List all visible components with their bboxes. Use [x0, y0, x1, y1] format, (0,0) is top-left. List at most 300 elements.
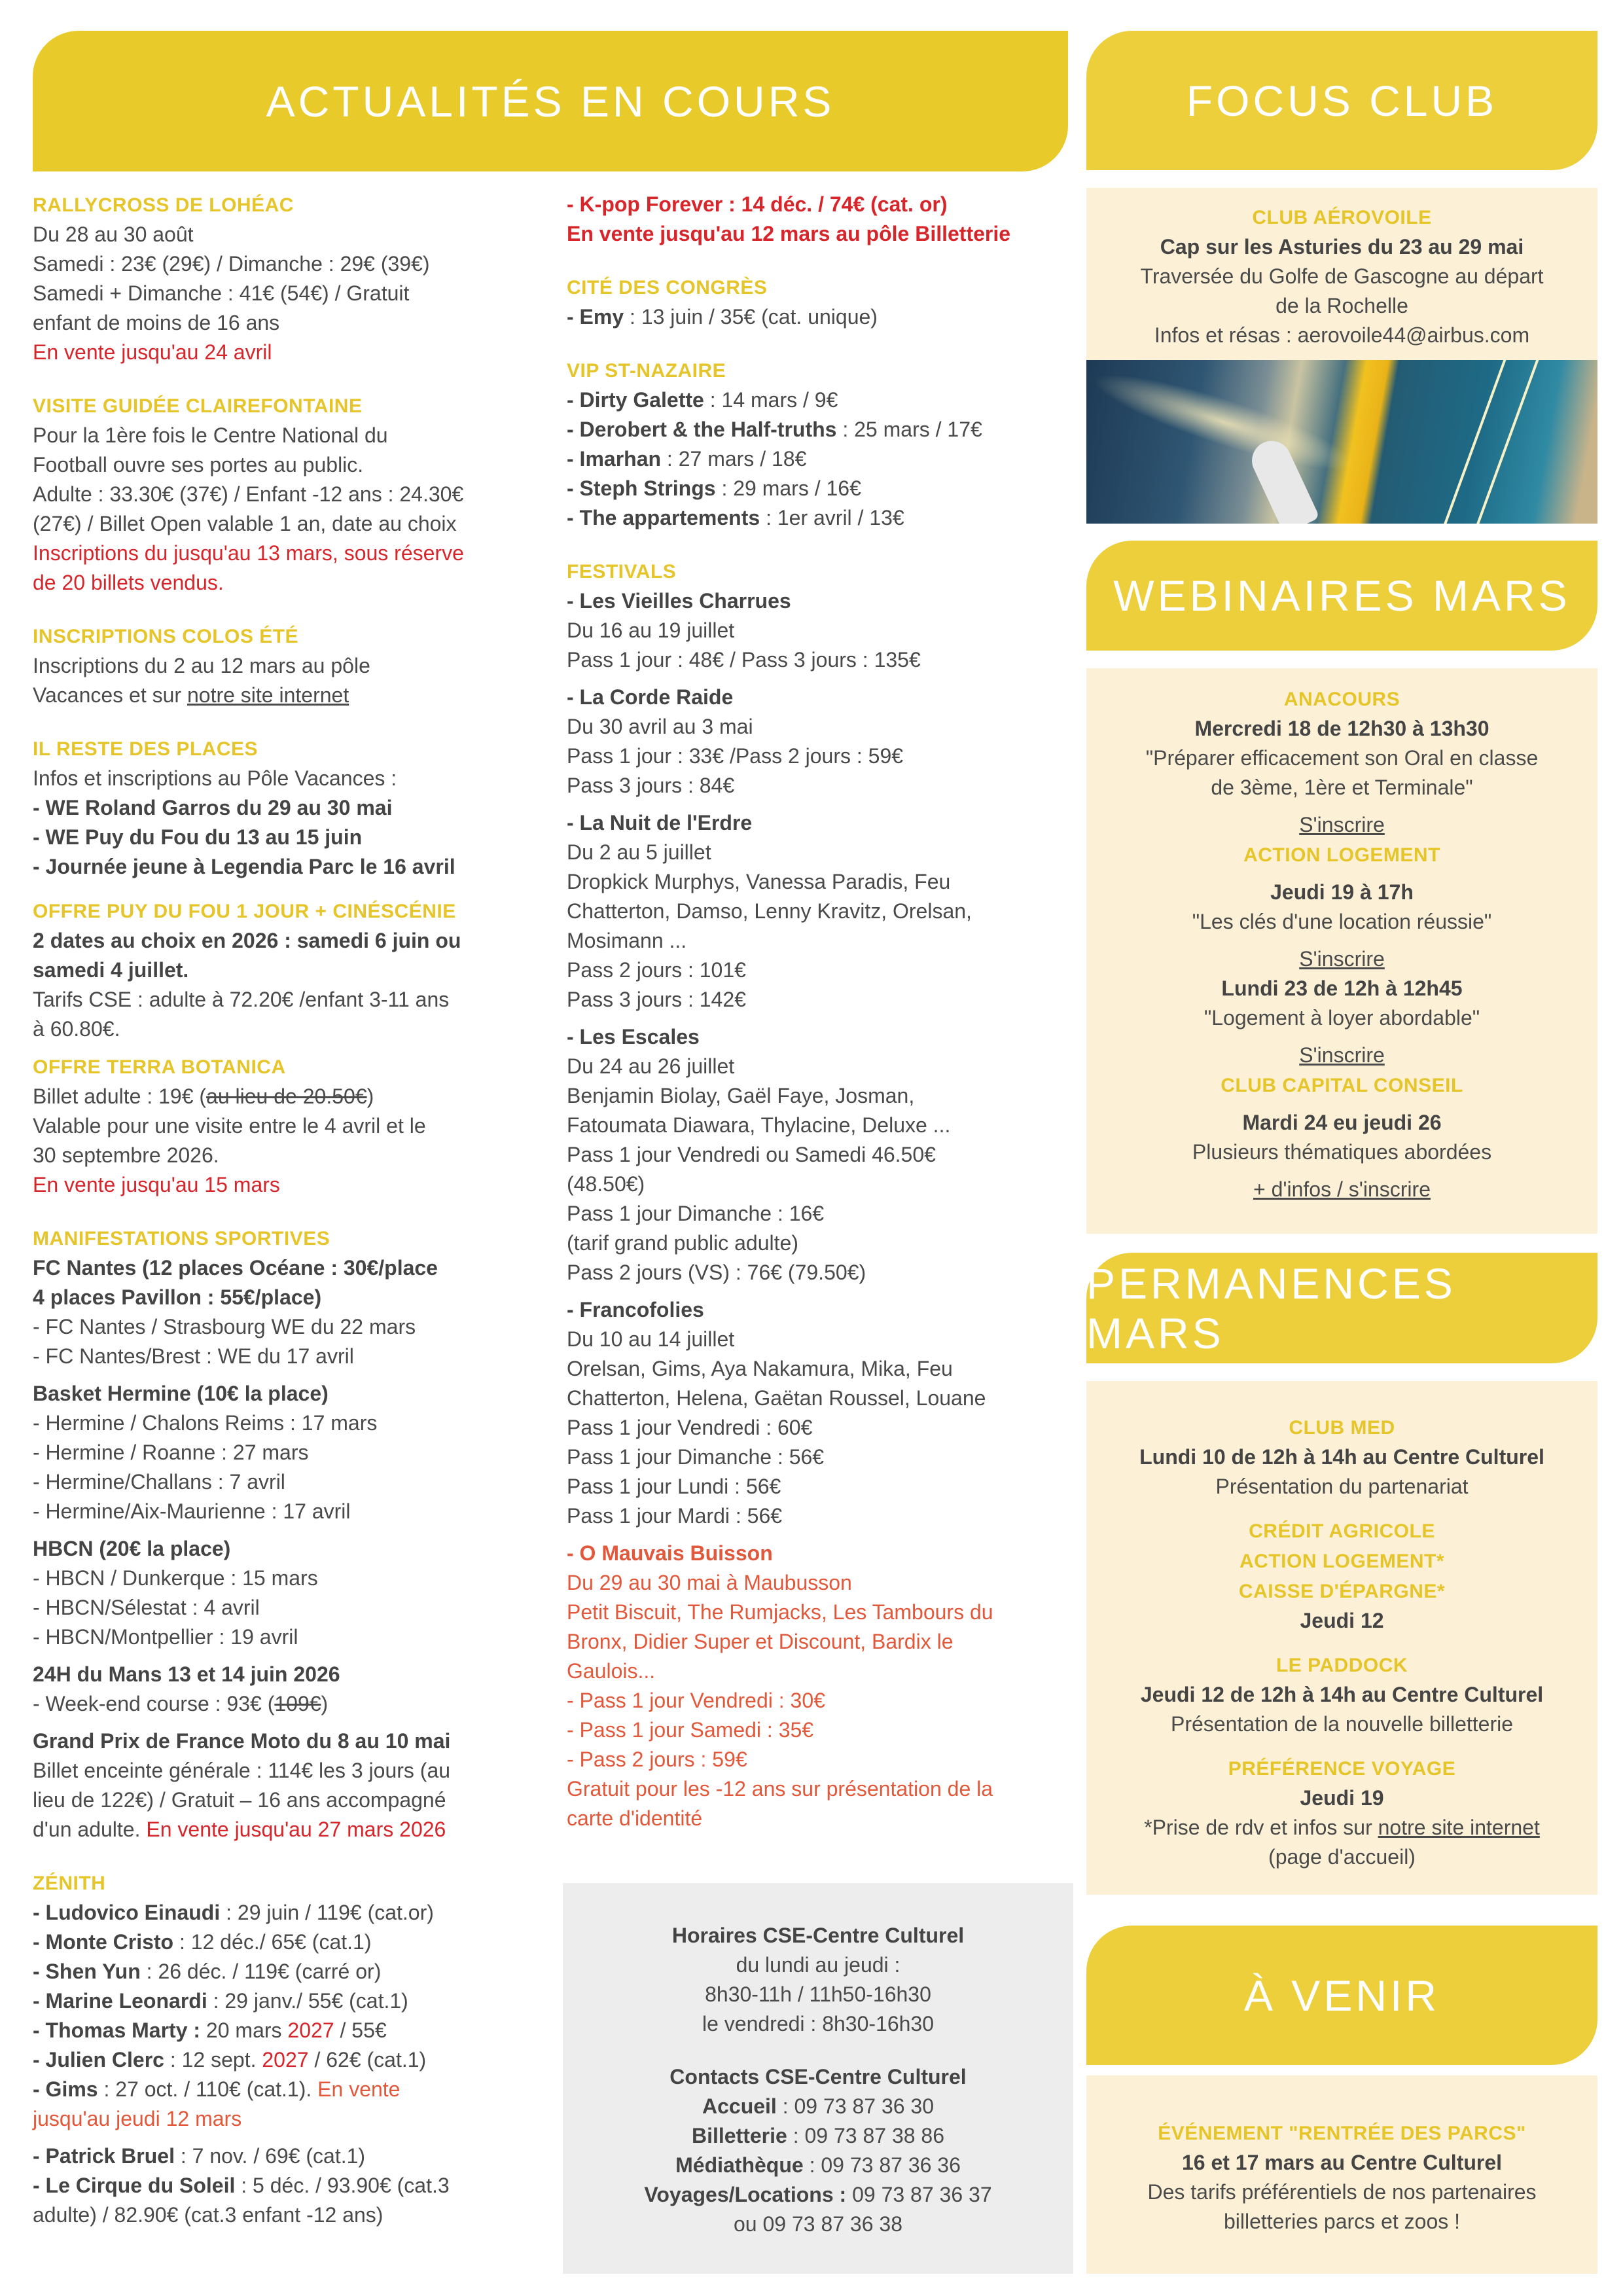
- text-line: [567, 1501, 1071, 1531]
- spacer: [33, 598, 550, 621]
- spacer: [1086, 1739, 1597, 1753]
- text-segment: - Imarhan: [567, 447, 662, 471]
- text-line: [567, 1081, 1071, 1111]
- text-line: [567, 1568, 1071, 1598]
- text-line: [1086, 1108, 1597, 1138]
- heading-text: RALLYCROSS DE LOHÉAC: [33, 194, 294, 216]
- text-line: [33, 2016, 550, 2045]
- text-line: [1086, 878, 1597, 907]
- text-line: [33, 1253, 550, 1283]
- text-segment: Du 16 au 19 juillet: [567, 619, 735, 642]
- text-line: [33, 985, 550, 1014]
- text-line: [567, 616, 1071, 645]
- text-segment: (page d'accueil): [1268, 1845, 1416, 1869]
- text-segment: - HBCN/Montpellier : 19 avril: [33, 1625, 298, 1649]
- text-line: [33, 1689, 550, 1719]
- text-line: [567, 956, 1071, 985]
- text-segment: Pass 1 jour Dimanche : 56€: [567, 1445, 825, 1469]
- text-segment: (48.50€): [567, 1172, 645, 1196]
- text-segment: de la Rochelle: [1275, 294, 1408, 317]
- text-line: [567, 586, 1071, 616]
- text-segment: - Pass 2 jours : 59€: [567, 1748, 747, 1771]
- text-segment: - Les Escales: [567, 1025, 700, 1049]
- text-segment: le vendredi : 8h30-16h30: [702, 2012, 935, 2036]
- header-title: PERMANENCES MARS: [1086, 1259, 1456, 1357]
- spacer: [33, 1200, 550, 1223]
- text-line: [1086, 907, 1597, 937]
- text-line: [33, 1379, 550, 1408]
- a-venir-panel: [1086, 2075, 1597, 2274]
- header-focus-club: [1086, 31, 1597, 170]
- text-segment: Jeudi 19: [1300, 1786, 1384, 1810]
- header-permanences: [1086, 1253, 1597, 1363]
- text-line: [33, 823, 550, 852]
- text-segment: : 7 nov. / 69€ (cat.1): [174, 2144, 366, 2168]
- text-line: [567, 1686, 1071, 1715]
- text-segment: - FC Nantes/Brest : WE du 17 avril: [33, 1344, 354, 1368]
- heading-text: ZÉNITH: [33, 1873, 106, 1894]
- text-line: [33, 956, 550, 985]
- text-segment: En vente: [317, 2077, 401, 2101]
- sailboat-image: [1086, 360, 1597, 524]
- text-segment: : 09 73 87 38 86: [787, 2124, 945, 2147]
- text-segment: Infos et inscriptions au Pôle Vacances :: [33, 766, 397, 790]
- text-segment: Pass 3 jours : 142€: [567, 988, 746, 1011]
- text-line: [1086, 2178, 1597, 2207]
- text-line: [1086, 1003, 1597, 1033]
- text-segment: : 27 mars / 18€: [661, 447, 807, 471]
- link[interactable]: S'inscrire: [1299, 813, 1385, 836]
- text-segment: Lundi 23 de 12h à 12h45: [1221, 977, 1463, 1000]
- section-heading: [33, 1052, 550, 1082]
- heading-text: CRÉDIT AGRICOLE: [1249, 1520, 1435, 1542]
- text-segment: - Hermine/Aix-Maurienne : 17 avril: [33, 1499, 351, 1523]
- text-line: [567, 742, 1071, 771]
- text-segment: Bronx, Didier Super et Discount, Bardix le: [567, 1630, 954, 1653]
- text-segment: Des tarifs préférentiels de nos partenaires: [1147, 2180, 1537, 2204]
- text-line: [567, 645, 1071, 675]
- text-line: [1086, 1041, 1597, 1070]
- text-segment: HBCN (20€ la place): [33, 1537, 231, 1560]
- text-segment: ou 09 73 87 36 38: [733, 2212, 902, 2236]
- text-segment: Benjamin Biolay, Gaël Faye, Josman,: [567, 1084, 915, 1107]
- text-line: [33, 1534, 550, 1564]
- text-line: [563, 1950, 1073, 1980]
- text-segment: Dropkick Murphys, Vanessa Paradis, Feu: [567, 870, 951, 893]
- text-line: [33, 2045, 550, 2075]
- spacer: [567, 1014, 1071, 1022]
- link[interactable]: notre site internet: [1378, 1816, 1540, 1839]
- text-line: [567, 1804, 1071, 1833]
- heading-text: MANIFESTATIONS SPORTIVES: [33, 1228, 330, 1249]
- middle-column: [567, 190, 1071, 1833]
- text-segment: - WE Puy du Fou du 13 au 15 juin: [33, 825, 363, 849]
- text-line: [567, 1627, 1071, 1657]
- text-line: [567, 1229, 1071, 1258]
- text-segment: ): [366, 1085, 374, 1108]
- text-segment: Présentation du partenariat: [1215, 1475, 1469, 1498]
- text-segment: 2027: [287, 2018, 334, 2042]
- link[interactable]: S'inscrire: [1299, 947, 1385, 971]
- text-segment: Jeudi 12: [1300, 1609, 1384, 1632]
- text-line: [567, 771, 1071, 800]
- text-line: [1086, 974, 1597, 1003]
- text-segment: de 3ème, 1ère et Terminale": [1211, 776, 1473, 799]
- text-segment: - La Nuit de l'Erdre: [567, 811, 753, 834]
- section-heading: [1086, 1412, 1597, 1443]
- text-segment: 30 septembre 2026.: [33, 1143, 219, 1167]
- text-segment: - Journée jeune à Legendia Parc le 16 avril: [33, 855, 455, 878]
- text-segment: ): [321, 1692, 329, 1715]
- text-segment: - Monte Cristo: [33, 1930, 174, 1954]
- text-segment: Adulte : 33.30€ (37€) / Enfant -12 ans : 24.30€: [33, 482, 464, 506]
- text-segment: : 13 juin / 35€ (cat. unique): [624, 305, 878, 329]
- contact-box: [563, 1883, 1073, 2274]
- text-segment: : 29 juin / 119€ (cat.or): [220, 1901, 434, 1924]
- text-line: [33, 651, 550, 681]
- text-segment: Chatterton, Helena, Gaëtan Roussel, Louane: [567, 1386, 986, 1410]
- text-segment: Pass 1 jour Lundi : 56€: [567, 1475, 781, 1498]
- text-segment: - WE Roland Garros du 29 au 30 mai: [33, 796, 393, 819]
- text-segment: "Les clés d'une location réussie": [1192, 910, 1492, 933]
- text-line: [1086, 944, 1597, 974]
- text-segment: Petit Biscuit, The Rumjacks, Les Tambours du: [567, 1600, 993, 1624]
- permanences-panel: [1086, 1381, 1597, 1895]
- text-segment: : 5 déc. / 93.90€ (cat.3: [235, 2174, 450, 2197]
- spacer: [1086, 1636, 1597, 1650]
- left-column: [33, 190, 550, 2230]
- text-line: [563, 2092, 1073, 2121]
- spacer: [567, 332, 1071, 355]
- spacer: [563, 2039, 1073, 2062]
- header-actualites: [33, 31, 1068, 171]
- text-line: [1086, 1784, 1597, 1813]
- section-heading: [33, 391, 550, 421]
- text-segment: Mardi 24 eu jeudi 26: [1242, 1111, 1442, 1134]
- text-line: [1086, 1606, 1597, 1636]
- text-segment: - Ludovico Einaudi: [33, 1901, 221, 1924]
- text-line: [1086, 810, 1597, 840]
- text-segment: - Week-end course : 93€ (: [33, 1692, 275, 1715]
- section-heading: [1086, 1650, 1597, 1680]
- text-segment: Orelsan, Gims, Aya Nakamura, Mika, Feu: [567, 1357, 953, 1380]
- link[interactable]: S'inscrire: [1299, 1043, 1385, 1067]
- text-line: [1086, 1680, 1597, 1710]
- text-line: [33, 1141, 550, 1170]
- text-segment: Inscriptions du jusqu'au 13 mars, sous réserve: [33, 541, 464, 565]
- text-line: [33, 852, 550, 882]
- text-line: [567, 1199, 1071, 1229]
- text-line: [33, 1283, 550, 1312]
- text-line: [33, 1438, 550, 1467]
- text-segment: Basket Hermine (10€ la place): [33, 1382, 329, 1405]
- section-heading: [33, 621, 550, 651]
- section-heading: [1086, 202, 1597, 232]
- text-line: [33, 1312, 550, 1342]
- text-segment: Mosimann ...: [567, 929, 687, 952]
- text-segment: - Gims: [33, 2077, 98, 2101]
- text-line: [567, 1472, 1071, 1501]
- spacer: [33, 1719, 550, 1727]
- text-segment: (tarif grand public adulte): [567, 1231, 798, 1255]
- text-line: [1086, 2148, 1597, 2178]
- heading-text: ÉVÉNEMENT "RENTRÉE DES PARCS": [1158, 2123, 1526, 2144]
- header-a-venir: [1086, 1926, 1597, 2065]
- text-segment: Inscriptions du 2 au 12 mars au pôle: [33, 654, 370, 677]
- text-segment: / 62€ (cat.1): [308, 2048, 427, 2072]
- text-segment: Plusieurs thématiques abordées: [1192, 1140, 1492, 1164]
- text-line: [567, 1384, 1071, 1413]
- heading-text: ANACOURS: [1283, 689, 1400, 710]
- spacer: [33, 2134, 550, 2142]
- text-segment: (27€) / Billet Open valable 1 an, date au choix: [33, 512, 457, 535]
- text-segment: carte d'identité: [567, 1806, 703, 1830]
- text-line: [567, 415, 1071, 444]
- heading-text: OFFRE TERRA BOTANICA: [33, 1056, 286, 1078]
- heading-text: INSCRIPTIONS COLOS ÉTÉ: [33, 626, 299, 647]
- text-line: [563, 2062, 1073, 2092]
- text-segment: Du 30 avril au 3 mai: [567, 715, 753, 738]
- header-title: ACTUALITÉS EN COURS: [266, 77, 835, 126]
- text-segment: - Emy: [567, 305, 624, 329]
- text-line: [33, 539, 550, 568]
- text-line: [33, 1408, 550, 1438]
- text-line: [563, 1921, 1073, 1950]
- section-heading: [1086, 1753, 1597, 1784]
- text-segment: Du 29 au 30 mai à Maubusson: [567, 1571, 852, 1594]
- text-line: [567, 1170, 1071, 1199]
- text-line: [1086, 291, 1597, 321]
- text-segment: *Prise de rdv et infos sur: [1144, 1816, 1378, 1839]
- text-segment: Pass 3 jours : 84€: [567, 774, 735, 797]
- text-line: [1086, 232, 1597, 262]
- section-heading: [1086, 1546, 1597, 1576]
- spacer: [567, 1287, 1071, 1295]
- text-line: [33, 1785, 550, 1815]
- text-segment: Du 24 au 26 juillet: [567, 1054, 735, 1078]
- text-line: [567, 1111, 1071, 1140]
- text-segment: Billet adulte : 19€ (: [33, 1085, 207, 1108]
- text-segment: Pass 2 jours (VS) : 76€ (79.50€): [567, 1261, 866, 1284]
- text-line: [33, 568, 550, 598]
- text-segment: samedi 4 juillet.: [33, 958, 189, 982]
- text-line: [567, 683, 1071, 712]
- text-line: [567, 1354, 1071, 1384]
- heading-text: OFFRE PUY DU FOU 1 JOUR + CINÉSCÉNIE: [33, 901, 456, 922]
- heading-text: VIP ST-NAZAIRE: [567, 360, 726, 382]
- spacer: [1086, 802, 1597, 810]
- text-segment: - Hermine / Chalons Reims : 17 mars: [33, 1411, 378, 1435]
- text-line: [563, 2210, 1073, 2239]
- text-segment: - Thomas Marty :: [33, 2018, 201, 2042]
- text-line: [1086, 1710, 1597, 1739]
- text-segment: Grand Prix de France Moto du 8 au 10 mai: [33, 1729, 451, 1753]
- text-line: [33, 220, 550, 249]
- text-segment: : 26 déc. / 119€ (carré or): [140, 1960, 382, 1983]
- spacer: [1086, 937, 1597, 944]
- section-heading: [1086, 1070, 1597, 1100]
- text-line: [567, 302, 1071, 332]
- text-segment: de 20 billets vendus.: [33, 571, 224, 594]
- text-line: [567, 190, 1071, 219]
- text-segment: 4 places Pavillon : 55€/place): [33, 1285, 322, 1309]
- text-line: [33, 1727, 550, 1756]
- section-heading: [33, 190, 550, 220]
- link[interactable]: notre site internet: [187, 683, 349, 707]
- text-line: [567, 1598, 1071, 1627]
- text-segment: 16 et 17 mars au Centre Culturel: [1181, 2151, 1503, 2174]
- text-segment: : 29 mars / 16€: [715, 476, 861, 500]
- text-line: [1086, 1472, 1597, 1501]
- text-segment: Billetterie: [691, 2124, 787, 2147]
- spacer: [33, 1526, 550, 1534]
- section-heading: [567, 355, 1071, 386]
- text-line: [1086, 744, 1597, 773]
- text-segment: Accueil: [702, 2094, 777, 2118]
- text-line: [33, 1986, 550, 2016]
- text-segment: : 12 déc./ 65€ (cat.1): [173, 1930, 372, 1954]
- text-line: [33, 509, 550, 539]
- text-segment: : 29 janv./ 55€ (cat.1): [207, 1989, 408, 2013]
- webinaires-panel: [1086, 668, 1597, 1234]
- text-line: [567, 1052, 1071, 1081]
- text-line: [33, 1082, 550, 1111]
- text-segment: / 55€: [334, 2018, 387, 2042]
- text-line: [1086, 1842, 1597, 1872]
- text-segment: Samedi + Dimanche : 41€ (54€) / Gratuit: [33, 281, 410, 305]
- text-segment: Pass 1 jour Vendredi : 60€: [567, 1416, 813, 1439]
- text-segment: Pass 2 jours : 101€: [567, 958, 746, 982]
- text-line: [1086, 2207, 1597, 2236]
- text-line: [33, 1756, 550, 1785]
- text-segment: Chatterton, Damso, Lenny Kravitz, Orelsan,: [567, 899, 972, 923]
- text-segment: Vacances et sur: [33, 683, 187, 707]
- heading-text: ACTION LOGEMENT*: [1240, 1551, 1444, 1572]
- section-heading: [1086, 840, 1597, 870]
- text-line: [567, 1413, 1071, 1443]
- text-segment: - Patrick Bruel: [33, 2144, 175, 2168]
- text-segment: Pass 1 jour : 33€ /Pass 2 jours : 59€: [567, 744, 904, 768]
- text-segment: - Les Vieilles Charrues: [567, 589, 791, 613]
- heading-text: PRÉFÉRENCE VOYAGE: [1228, 1758, 1456, 1780]
- spacer: [33, 882, 550, 896]
- section-heading: [1086, 684, 1597, 714]
- text-segment: : 25 mars / 17€: [836, 418, 982, 441]
- link[interactable]: + d'infos / s'inscrire: [1253, 1177, 1431, 1201]
- section-heading: [1086, 1516, 1597, 1546]
- heading-text: CAISSE D'ÉPARGNE*: [1238, 1581, 1446, 1602]
- heading-text: FESTIVALS: [567, 561, 677, 583]
- text-line: [33, 1111, 550, 1141]
- text-line: [33, 249, 550, 279]
- text-segment: - K-pop Forever : 14 déc. / 74€ (cat. or): [567, 192, 948, 216]
- text-segment: - FC Nantes / Strasbourg WE du 22 mars: [33, 1315, 416, 1338]
- text-segment: - Pass 1 jour Samedi : 35€: [567, 1718, 814, 1742]
- text-line: [1086, 773, 1597, 802]
- text-line: [567, 474, 1071, 503]
- text-line: [567, 1022, 1071, 1052]
- text-segment: Du 28 au 30 août: [33, 223, 194, 246]
- text-line: [33, 1014, 550, 1044]
- text-line: [33, 2142, 550, 2171]
- spacer: [1086, 1100, 1597, 1108]
- text-line: [33, 1593, 550, 1623]
- text-segment: Mercredi 18 de 12h30 à 13h30: [1194, 717, 1489, 740]
- text-line: [567, 897, 1071, 926]
- text-line: [567, 808, 1071, 838]
- text-segment: : 09 73 87 36 36: [803, 2153, 961, 2177]
- text-line: [33, 681, 550, 710]
- text-line: [1086, 1138, 1597, 1167]
- text-line: [567, 1774, 1071, 1804]
- text-line: [567, 1258, 1071, 1287]
- text-segment: Médiathèque: [675, 2153, 804, 2177]
- heading-text: ACTION LOGEMENT: [1243, 844, 1440, 866]
- text-segment: : 27 oct. / 110€ (cat.1).: [98, 2077, 318, 2101]
- text-line: [1086, 321, 1597, 350]
- text-line: [33, 2171, 550, 2200]
- heading-text: CITÉ DES CONGRÈS: [567, 277, 768, 298]
- text-segment: Gratuit pour les -12 ans sur présentation de la: [567, 1777, 993, 1801]
- text-line: [33, 1898, 550, 1928]
- text-line: [567, 386, 1071, 415]
- text-segment: adulte) / 82.90€ (cat.3 enfant -12 ans): [33, 2203, 383, 2227]
- text-segment: Pass 1 jour : 48€ / Pass 3 jours : 135€: [567, 648, 921, 672]
- text-line: [567, 1295, 1071, 1325]
- text-segment: - Julien Clerc: [33, 2048, 164, 2072]
- text-segment: En vente jusqu'au 27 mars 2026: [146, 1818, 446, 1841]
- text-segment: - Marine Leonardi: [33, 1989, 207, 2013]
- section-heading: [1086, 2118, 1597, 2148]
- text-segment: Samedi : 23€ (29€) / Dimanche : 29€ (39€): [33, 252, 430, 276]
- text-segment: à 60.80€.: [33, 1017, 120, 1041]
- heading-text: CLUB CAPITAL CONSEIL: [1221, 1075, 1463, 1096]
- text-segment: 8h30-11h / 11h50-16h30: [705, 1982, 931, 2006]
- text-segment: : 12 sept.: [164, 2048, 262, 2072]
- text-segment: au lieu de 20.50€: [206, 1085, 367, 1108]
- section-heading: [567, 556, 1071, 586]
- text-line: [33, 2075, 550, 2104]
- text-line: [33, 1170, 550, 1200]
- text-segment: lieu de 122€) / Gratuit – 16 ans accompagné: [33, 1788, 446, 1812]
- text-segment: Pass 1 jour Dimanche : 16€: [567, 1202, 825, 1225]
- text-line: [567, 1715, 1071, 1745]
- spacer: [33, 1044, 550, 1052]
- text-segment: Lundi 10 de 12h à 14h au Centre Culturel: [1139, 1445, 1544, 1469]
- text-segment: - Dirty Galette: [567, 388, 704, 412]
- heading-text: IL RESTE DES PLACES: [33, 738, 259, 760]
- text-segment: "Préparer efficacement son Oral en classe: [1145, 746, 1539, 770]
- spacer: [1086, 870, 1597, 878]
- text-segment: Football ouvre ses portes au public.: [33, 453, 364, 476]
- text-segment: - Hermine/Challans : 7 avril: [33, 1470, 285, 1494]
- text-line: [33, 338, 550, 367]
- text-line: [567, 444, 1071, 474]
- text-segment: - Steph Strings: [567, 476, 716, 500]
- text-segment: - The appartements: [567, 506, 760, 529]
- text-line: [567, 926, 1071, 956]
- text-segment: - HBCN / Dunkerque : 15 mars: [33, 1566, 318, 1590]
- section-heading: [567, 272, 1071, 302]
- section-heading: [33, 734, 550, 764]
- text-line: [33, 1564, 550, 1593]
- text-segment: Présentation de la nouvelle billetterie: [1171, 1712, 1513, 1736]
- header-webinaires: [1086, 541, 1597, 651]
- text-segment: - Pass 1 jour Vendredi : 30€: [567, 1689, 825, 1712]
- text-segment: d'un adulte.: [33, 1818, 147, 1841]
- text-line: [33, 2104, 550, 2134]
- text-segment: Gaulois...: [567, 1659, 656, 1683]
